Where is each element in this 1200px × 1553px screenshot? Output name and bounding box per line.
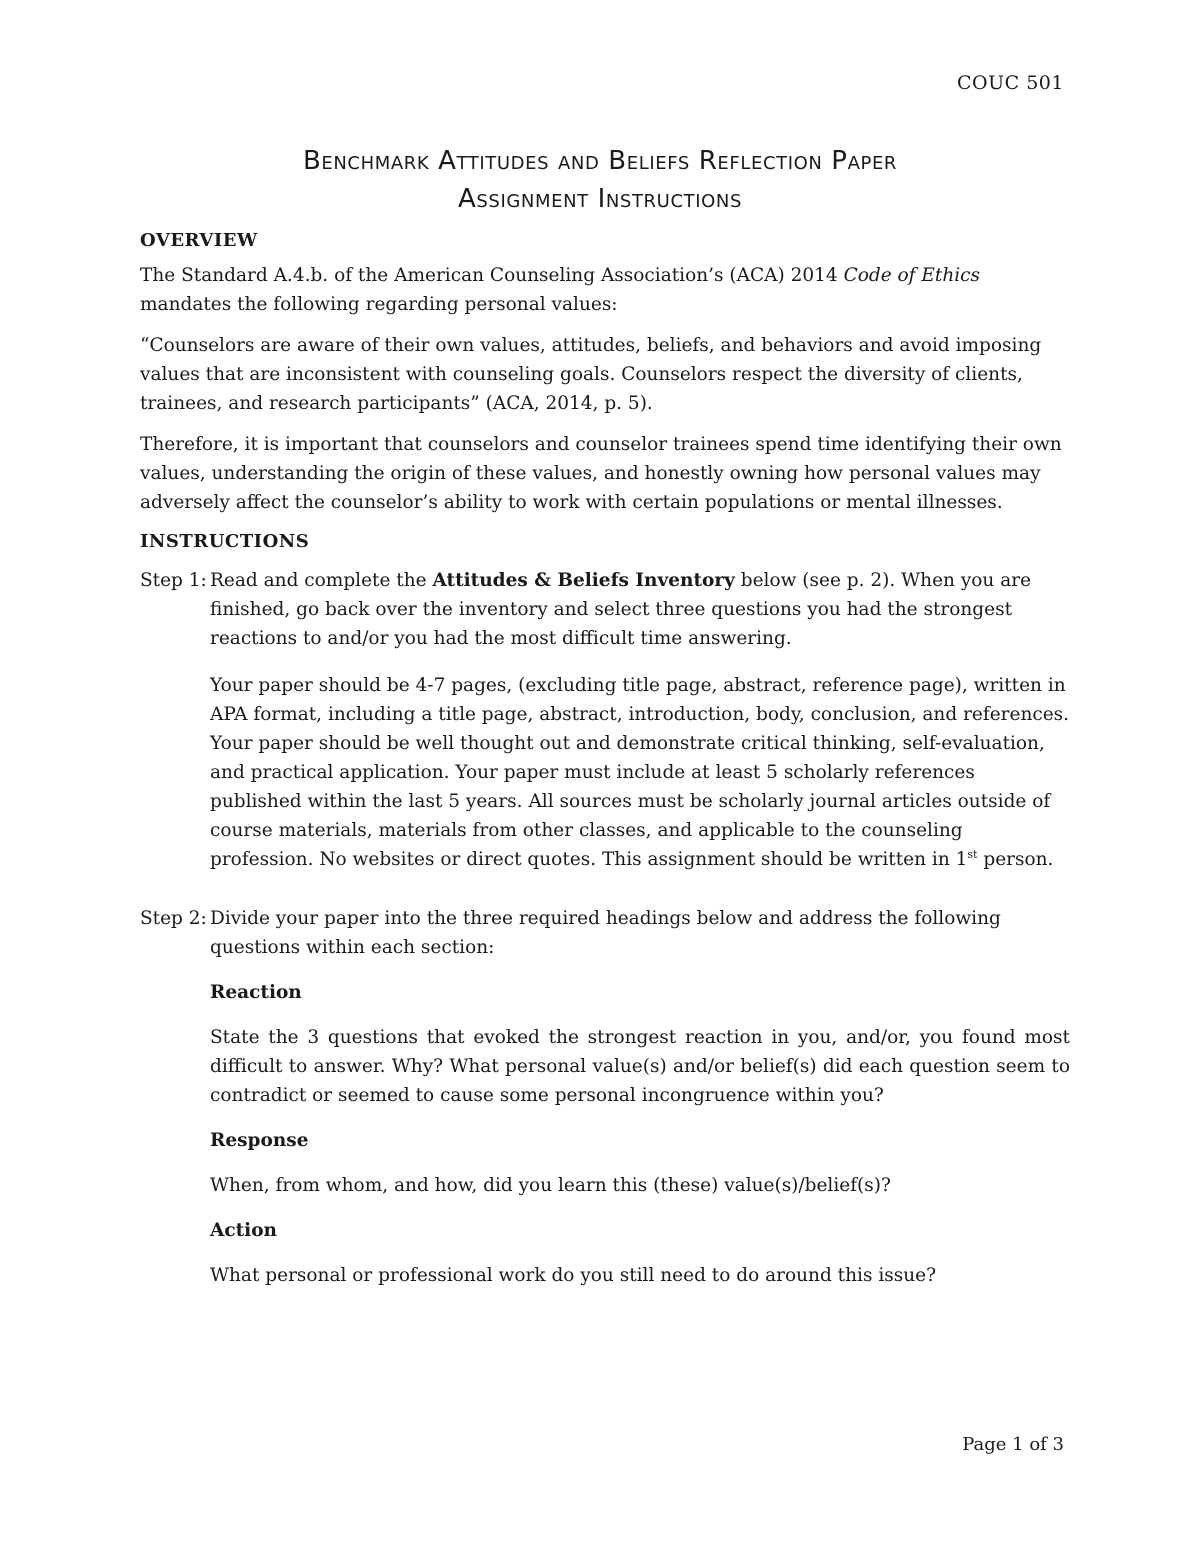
response-heading: Response xyxy=(210,1130,309,1151)
overview-standard-suffix: mandates the following regarding personal values: xyxy=(140,294,618,315)
overview-quote: “Counselors are aware of their own values, attitudes, beliefs, and behaviors and avoid imposing values that are inconsistent with counseling goals. Counselors respect the diversity of clients, trainees, and research participants” (ACA, 2014, p. 5). xyxy=(140,335,1042,414)
inventory-name: Attitudes & Beliefs Inventory xyxy=(432,570,735,591)
course-code: COUC 501 xyxy=(957,72,1064,94)
paper-requirements-text: Your paper should be 4-7 pages, (excluding title page, abstract, reference page), written in APA format, including a title page, abstract, introduction, body, conclusion, and references. Your paper should be well thought out and demonstrate critical thinking, self-evaluation, and practical application. Your paper must include at least 5 scholarly references published within the last 5 years. All sources must be scholarly journal articles outside of course materials, materials from other classes, and applicable to the counseling profession. No websites or direct quotes. This assignment should be written in 1 xyxy=(210,675,1070,870)
paper-requirements xyxy=(210,671,1070,874)
reaction-text: State the 3 questions that evoked the strongest reaction in you, and/or, you found most difficult to answer. Why? What personal value(s) and/or belief(s) did each question seem to contradict or seemed to cause some personal incongruence within you? xyxy=(210,1027,1070,1106)
document-title xyxy=(0,142,1200,218)
step-1 xyxy=(140,566,1070,874)
overview-standard-prefix: The Standard A.4.b. of the American Counseling Association’s (ACA) 2014 xyxy=(140,265,844,286)
ordinal-superscript: st xyxy=(967,847,978,861)
step-1-text-after: below (see p. 2). When you are finished, go back over the inventory and select three questions you had the strongest reactions to and/or you had the most difficult time answering. xyxy=(210,570,1032,649)
page-number: Page 1 of 3 xyxy=(962,1434,1064,1455)
overview-paragraph-standard xyxy=(140,261,1070,319)
reaction-heading: Reaction xyxy=(210,982,302,1003)
paper-requirements-end: person. xyxy=(977,849,1054,870)
step-1-label: Step 1: xyxy=(140,570,207,591)
overview-paragraph-therefore: Therefore, it is important that counselors and counselor trainees spend time identifying their own values, understanding the origin of these values, and honestly owning how personal values may adversely affect the counselor’s ability to work with certain populations or mental illnesses. xyxy=(140,434,1062,513)
response-text: When, from whom, and how, did you learn this (these) value(s)/belief(s)? xyxy=(210,1175,891,1196)
title-line-1: Benchmark Attitudes and Beliefs Reflection Paper xyxy=(302,146,898,176)
step-1-body xyxy=(210,566,1070,874)
instructions-heading: INSTRUCTIONS xyxy=(140,531,310,552)
step-1-text xyxy=(210,566,1070,653)
step-2-text: Divide your paper into the three required headings below and address the following questions within each section: xyxy=(210,908,1001,958)
step-2-label: Step 2: xyxy=(140,908,207,929)
step-2-body xyxy=(210,904,1070,1290)
code-of-ethics-title: Code of Ethics xyxy=(843,265,981,286)
step-2 xyxy=(140,904,1070,1290)
title-line-2: Assignment Instructions xyxy=(458,184,742,214)
action-text: What personal or professional work do you still need to do around this issue? xyxy=(210,1265,936,1286)
overview-heading: OVERVIEW xyxy=(140,230,258,251)
step-1-text-before: Read and complete the xyxy=(210,570,433,591)
action-heading: Action xyxy=(210,1220,277,1241)
document-body xyxy=(140,222,1070,1290)
